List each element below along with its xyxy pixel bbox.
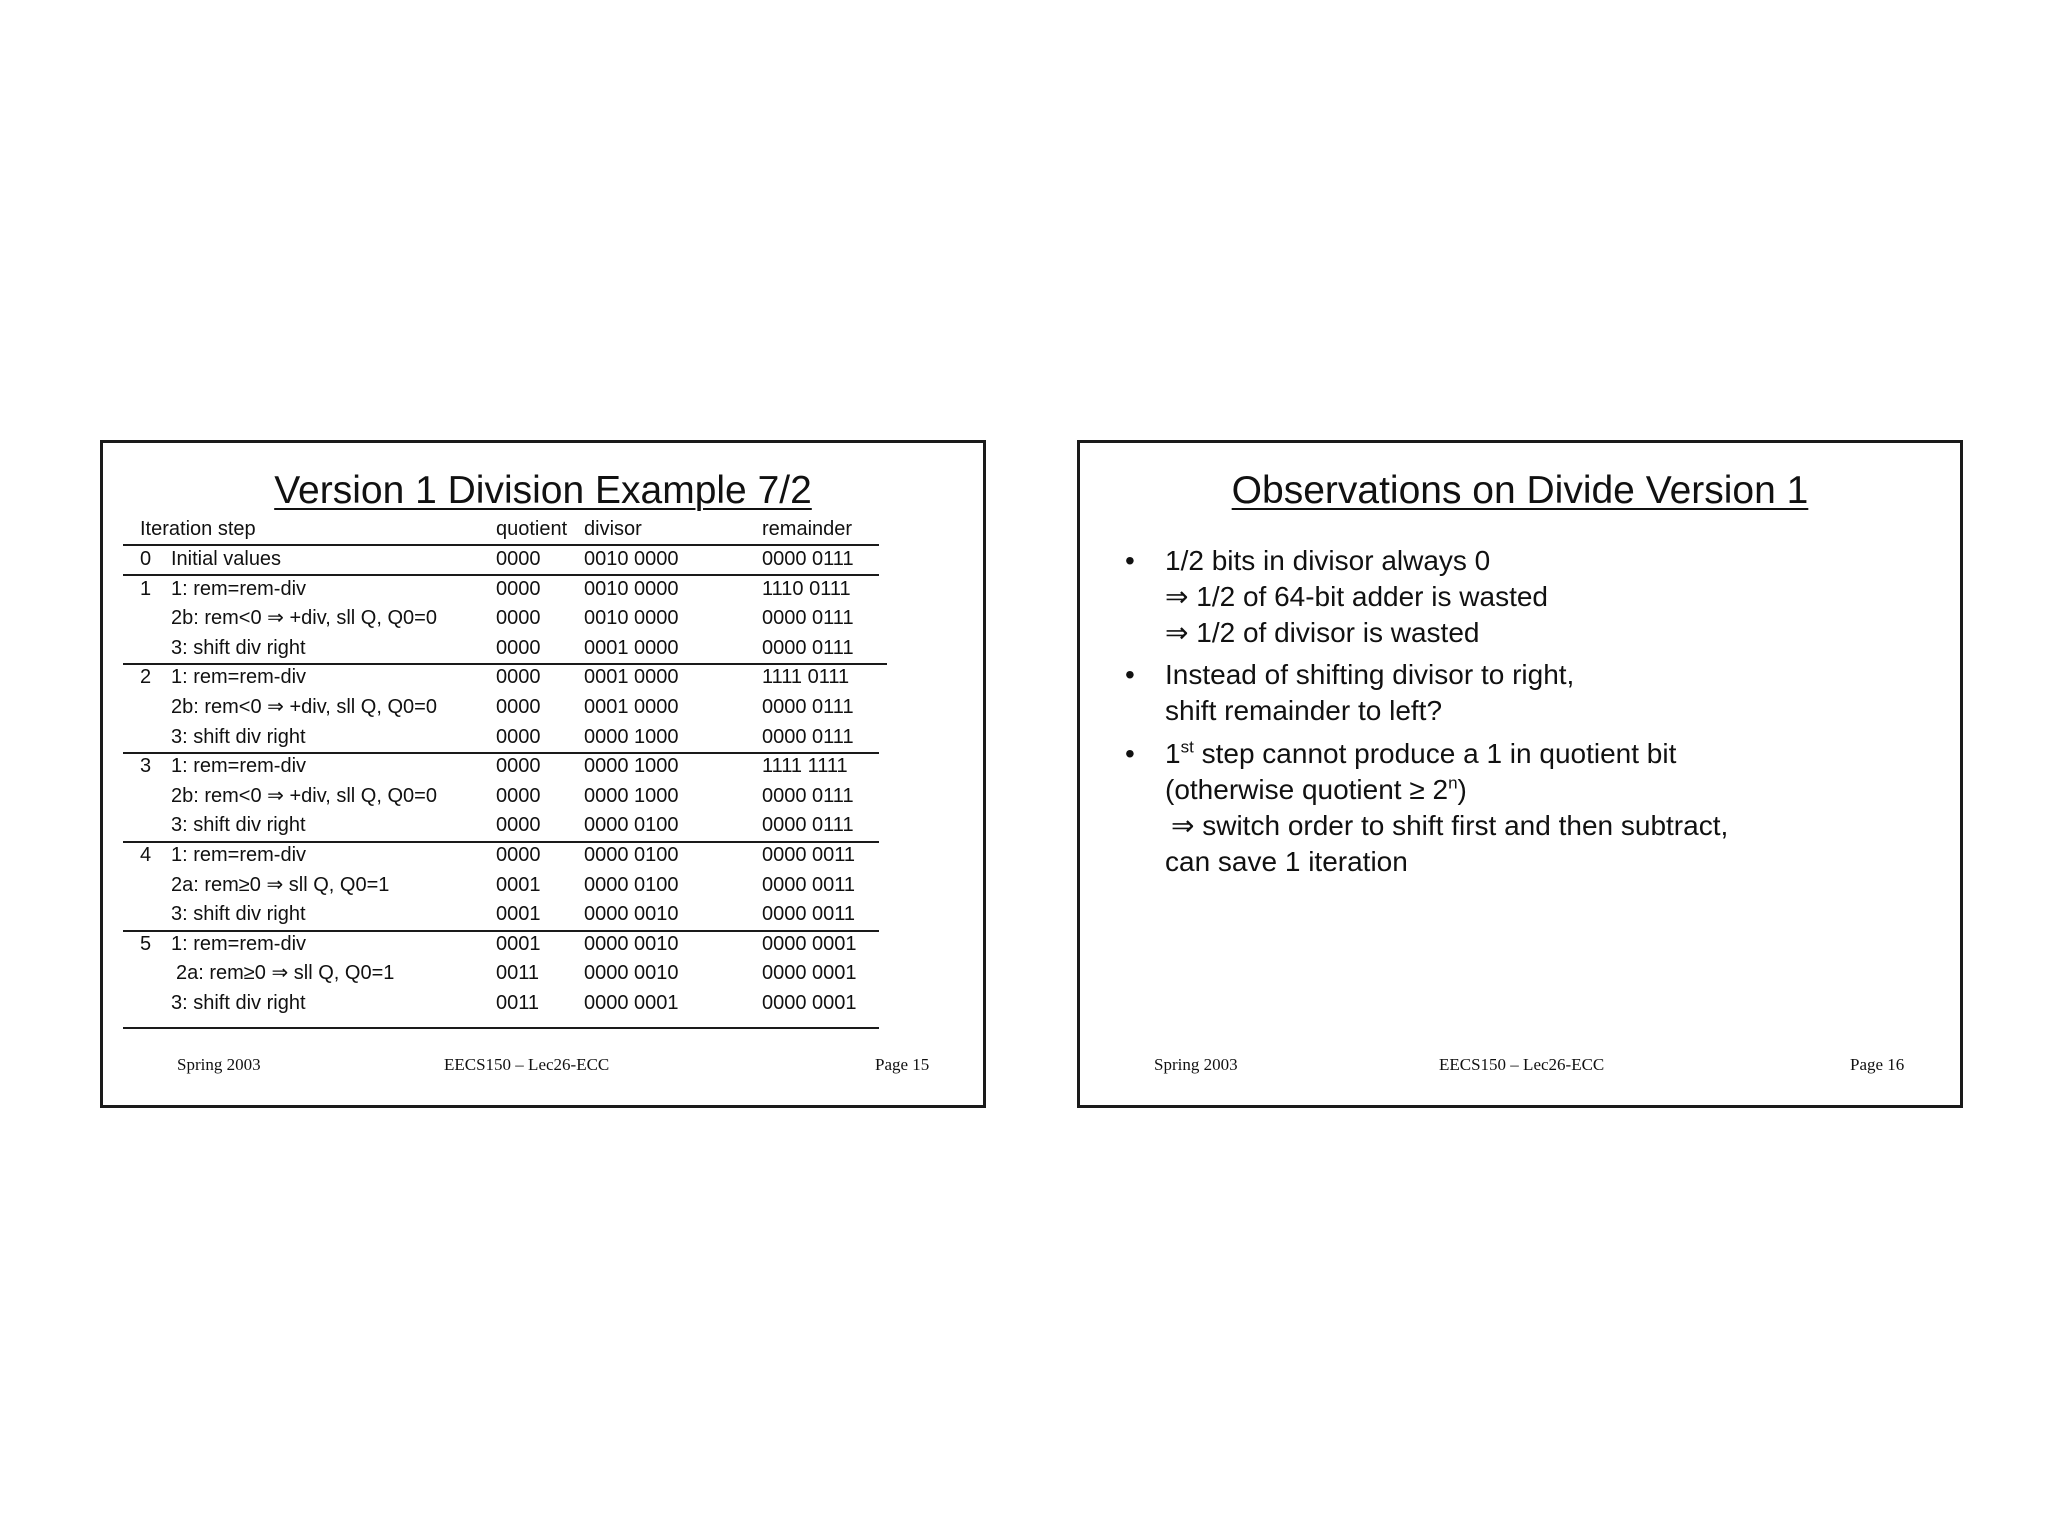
divisor-value: 0000 0010 [584, 962, 679, 985]
divisor-value: 0000 0001 [584, 992, 679, 1014]
divisor-value: 0000 1000 [584, 755, 679, 778]
remainder-value: 0000 0011 [762, 873, 856, 896]
divisor-value: 0001 0000 [584, 696, 679, 718]
step-description: 3: shift div right [171, 725, 306, 748]
remainder-value: 1110 0111 [762, 577, 851, 600]
step-description: 3: shift div right [171, 814, 306, 837]
step-description: 3: shift div right [171, 992, 306, 1014]
divisor-value: 0010 0000 [584, 607, 679, 630]
divisor-value: 0000 0010 [584, 903, 679, 926]
header-quotient: quotient [496, 518, 568, 540]
quotient-value: 0000 [496, 844, 541, 866]
quotient-value: 0000 [496, 814, 541, 837]
remainder-value: 0000 0111 [762, 636, 854, 659]
divisor-value: 0010 0000 [584, 577, 679, 600]
quotient-value: 0011 [496, 962, 540, 985]
remainder-value: 0000 0111 [762, 607, 854, 630]
bullet-dot: • [1125, 659, 1135, 690]
bullet-subline: ⇒ 1/2 of divisor is wasted [1165, 617, 1480, 648]
footer-course: EECS150 – Lec26-ECC [444, 1055, 610, 1074]
iteration-number: 3 [140, 755, 152, 778]
bullet-subline: shift remainder to left? [1165, 695, 1443, 726]
group-rule [123, 841, 879, 843]
bullet-subline: (otherwise quotient ≥ $2^n$) [1165, 773, 1467, 805]
remainder-value: 1111 0111 [762, 666, 850, 689]
divisor-value: 0000 0100 [584, 873, 679, 896]
quotient-value: 0001 [496, 932, 541, 955]
divisor-value: 0001 0000 [584, 666, 679, 689]
group-rule [123, 752, 879, 754]
remainder-value: 0000 0111 [762, 548, 854, 570]
quotient-value: 0011 [496, 992, 540, 1014]
step-description: 2b: rem<0 ⇒ +div, sll Q, Q0=0 [171, 696, 437, 718]
table-bottom-rule [123, 1027, 879, 1029]
bullet-dot: • [1125, 545, 1135, 576]
header-iteration-step: Iteration step [140, 518, 256, 540]
quotient-value: 0000 [496, 696, 541, 718]
remainder-value: 0000 0011 [762, 903, 856, 926]
footer-date: Spring 2003 [177, 1055, 261, 1074]
step-description: 2a: rem≥0 ⇒ sll Q, Q0=1 [171, 873, 390, 896]
bullet-subline: ⇒ switch order to shift first and then subtract, [1171, 810, 1729, 841]
step-description: 3: shift div right [171, 903, 306, 926]
bullet-dot: • [1125, 738, 1135, 769]
step-description: 2a: rem≥0 ⇒ sll Q, Q0=1 [176, 962, 395, 985]
divisor-value: 0010 0000 [584, 548, 679, 570]
quotient-value: 0000 [496, 636, 541, 659]
divisor-value: 0001 0000 [584, 636, 679, 659]
step-description: 2b: rem<0 ⇒ +div, sll Q, Q0=0 [171, 784, 437, 807]
step-description: Initial values [171, 548, 282, 570]
division-table [103, 443, 983, 1043]
iteration-number: 4 [140, 844, 152, 866]
header-divisor: divisor [584, 518, 642, 540]
step-description: 1: rem=rem-div [171, 577, 307, 600]
slide-page-16 [1077, 440, 1963, 1108]
bullet-text: Instead of shifting divisor to right, [1165, 659, 1575, 690]
quotient-value: 0000 [496, 666, 541, 689]
remainder-value: 0000 0111 [762, 696, 854, 718]
slide-title: Version 1 Division Example 7/2 [274, 469, 812, 512]
remainder-value: 0000 0111 [762, 725, 854, 748]
slide-page-15 [100, 440, 986, 1108]
footer-page-number: Page 15 [875, 1055, 930, 1074]
quotient-value: 0001 [496, 873, 541, 896]
quotient-value: 0000 [496, 607, 541, 630]
remainder-value: 0000 0001 [762, 962, 857, 985]
divisor-value: 0000 1000 [584, 784, 679, 807]
bullet-subline: ⇒ 1/2 of 64-bit adder is wasted [1165, 581, 1549, 612]
group-rule [123, 930, 879, 932]
quotient-value: 0000 [496, 725, 541, 748]
quotient-value: 0000 [496, 548, 541, 570]
remainder-value: 0000 0001 [762, 932, 857, 955]
remainder-value: 1111 1111 [762, 755, 848, 778]
bullet-subline: can save 1 iteration [1165, 846, 1408, 877]
group-rule [123, 663, 887, 665]
step-description: 3: shift div right [171, 636, 306, 659]
step-description: 1: rem=rem-div [171, 666, 307, 689]
footer-date: Spring 2003 [1154, 1055, 1238, 1074]
quotient-value: 0001 [496, 903, 541, 926]
bullet-text: 1st step cannot produce a 1 in quotient bit [1165, 737, 1677, 769]
divisor-value: 0000 1000 [584, 725, 679, 748]
group-rule [123, 574, 879, 576]
step-description: 1: rem=rem-div [171, 844, 307, 866]
header-rule [123, 544, 879, 546]
iteration-number: 5 [140, 932, 152, 955]
divisor-value: 0000 0010 [584, 932, 679, 955]
iteration-number: 1 [140, 577, 152, 600]
remainder-value: 0000 0001 [762, 992, 857, 1014]
quotient-value: 0000 [496, 755, 541, 778]
divisor-value: 0000 0100 [584, 844, 679, 866]
divisor-value: 0000 0100 [584, 814, 679, 837]
remainder-value: 0000 0111 [762, 814, 854, 837]
footer-page-number: Page 16 [1850, 1055, 1905, 1074]
header-remainder: remainder [762, 518, 853, 540]
iteration-number: 2 [140, 666, 152, 689]
remainder-value: 0000 0011 [762, 844, 856, 866]
quotient-value: 0000 [496, 577, 541, 600]
bullet-text: 1/2 bits in divisor always 0 [1165, 545, 1491, 576]
step-description: 1: rem=rem-div [171, 932, 307, 955]
remainder-value: 0000 0111 [762, 784, 854, 807]
step-description: 1: rem=rem-div [171, 755, 307, 778]
quotient-value: 0000 [496, 784, 541, 807]
footer-course: EECS150 – Lec26-ECC [1439, 1055, 1605, 1074]
step-description: 2b: rem<0 ⇒ +div, sll Q, Q0=0 [171, 607, 437, 630]
iteration-number: 0 [140, 548, 152, 570]
slide-title: Observations on Divide Version 1 [1231, 469, 1809, 512]
